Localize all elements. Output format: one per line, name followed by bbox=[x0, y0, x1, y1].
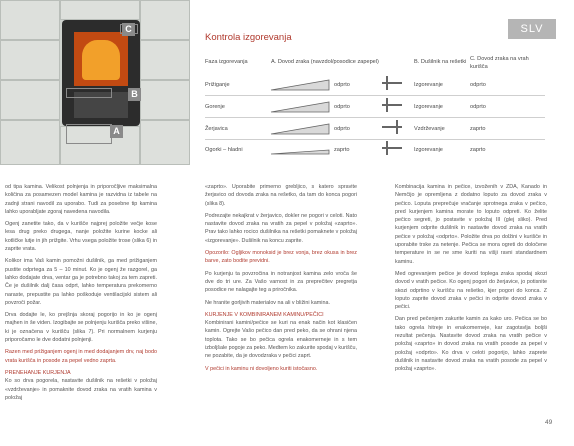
grate-damper-icon bbox=[380, 118, 404, 136]
language-badge: SLV bbox=[508, 19, 556, 39]
damper-position-icon bbox=[269, 76, 331, 92]
warning-paragraph: Razen med prižiganjem ogenj in med dodajanjem drv, naj bodo vrata kurišča in posode za pepel vedno zaprta. bbox=[5, 349, 157, 364]
paragraph: Ne hranite gorljivih materialov na ali v bližini kamina. bbox=[205, 299, 330, 306]
text-column-1 bbox=[5, 183, 157, 406]
header-phase: Faza izgorevanja bbox=[205, 59, 248, 65]
damper-position-icon bbox=[269, 98, 331, 114]
fire-flame bbox=[82, 40, 120, 80]
row3-c: zaprto bbox=[470, 126, 486, 132]
paragraph: Ogenj zanetite tako, da v kurišče najprej položite večje kose lesa drug preko drugega, nanje položite kurine kocke ali kotličke lutje in jih prižgite. Vrhu vsega položite trose (slika 6) in zaprite vrata. bbox=[5, 221, 157, 253]
stove-photo bbox=[0, 0, 190, 165]
paragraph: Kombinacija kamina in pečice, izvoženih v ZDA, Kanado in Nemčijo je opremljena z dodatno loputo za dovod zraka v pečico. Loputa preprečuje vračanje sprotnega zraka v pečico, pred kurjenjem kamina morate to loputo odpreti. Ko želite pečico segreti, jo postavite v položaj III (glej sliko). Pred kurjenjem odprite dušilnik in nastavite dovod zraka na vratih pečice v položaj «odprto». Položite drva po dolžini v kurišče in uporabite trske za netenje. Pečica se mora ogreti do določene temperature in se ne sme kuriti na višji ravni standardnem kaminu. bbox=[395, 184, 547, 265]
damper-position-icon bbox=[269, 120, 331, 136]
paragraph: Ko so drva pogorela, nastavite dušilnik na rešetki v položaj «vzdrževanje» in pomaknite dovod zraka na vratih kamina v položaj bbox=[5, 378, 157, 401]
marker-c: C bbox=[122, 23, 135, 36]
paragraph: Kombinirani kamini/pečice se kuri na enak način kot klasičen kamin. Ogrejte Vašo pečico dan pred peko, da se ohrani njena toplota. Tako se bo pečica ogrela enakomerneje in s tem izboljšale pogoje za peko. Medtem ko zakurite spodaj v kurišču, ne pozabite, da je dovodzraka v pečici zaprt. bbox=[205, 320, 357, 360]
row1-c: odprto bbox=[470, 82, 486, 88]
paragraph: Med ogrevanjem pečice je dovod toplega zraka spodaj skozi dovod v vratih pečice. Ko ogenj pogori do žerjavice, jo potisnite skozi odprtino v kurišču na rešetko, kjer pogori do konca. Z loputo zaprite dovod zraka v pečici in odprite dovod zraka v pečici. bbox=[395, 270, 547, 311]
row1-a: odprto bbox=[334, 82, 350, 88]
row-divider bbox=[205, 117, 545, 118]
section-heading: KURJENJE V KOMBINIRANEM KAMINU/PEČICI bbox=[205, 311, 324, 318]
row3-phase: Žerjavica bbox=[205, 126, 228, 132]
row1-phase: Prižiganje bbox=[205, 82, 230, 88]
damper-position-icon bbox=[269, 141, 331, 157]
header-b: B. Dušilnik na rešetki bbox=[414, 59, 467, 65]
warning-paragraph: V pečici in kaminu ni dovoljeno kuriti istočasno. bbox=[205, 365, 318, 372]
section-heading: PRENEHANJE KURJENJA bbox=[5, 369, 71, 376]
row4-a: zaprto bbox=[334, 147, 350, 153]
paragraph: od tipa kamina. Velikost polnjenja in priporočljive maksimalna količina za posamezen model kamina je razvidna iz tabele na zadnji strani navodil za uporabo. Tudi za posebne tip kamina lahko uporabljate zgoraj navedena navodila. bbox=[5, 184, 157, 215]
row4-b: Izgorevanje bbox=[414, 147, 443, 153]
row3-a: odprto bbox=[334, 126, 350, 132]
row4-c: zaprto bbox=[470, 147, 486, 153]
header-c: C. Dovod zraka na vrah kurišča bbox=[470, 56, 529, 70]
paragraph: Kolikor ima Vaš kamin pomožni dušilnik, ga med prižiganjem pustite odprtega za 5 – 10 minut. Ko je ogenj že razgorel, ga lahko dodajate drva, ventar ga je potrebno takoj za tem zapreti. Če je dušilnik dalj časa odprt, lahko temperatura prekomerno naraste, prepustite pa lahko poškoduje ventilacijski sistem ali povzroči požar. bbox=[5, 258, 157, 306]
row-divider bbox=[205, 95, 545, 96]
row2-a: odprto bbox=[334, 104, 350, 110]
grate-damper-icon bbox=[380, 96, 404, 114]
paragraph: Podrezajte nekajkrat v žerjavico, dokler ne pogori v celoti. Nato nastavite dovod zraka na vratih za pepel v položaj «zaprto». Prav tako lahko rocico dušilnika na rešetki pomaknete v položaj «izgorevanje». Dušilnik na koncu zaprite. bbox=[205, 212, 357, 244]
paragraph: «zaprto». Uporabite primerno grebljico, s katero spravite žerjavico od dovoda zraka na rešetko, da tam do konca pogori (slika 8). bbox=[205, 184, 357, 207]
paragraph: Po kurjenju ta povzročina in notranjost kamina zelo vroča še dve do tri ure. Za Vašo varnost in za preprečitev pregretja posodice ne nalagajte teg a priročnika. bbox=[205, 270, 357, 294]
warning-paragraph: Opozorilo: Ogljikov monoksid je brez vonja, brez okusa in brez barve, zato bodite previdni. bbox=[205, 250, 357, 265]
header-a: A. Dovod zraka (navzdol/posodice zapepel) bbox=[271, 59, 379, 65]
grate-damper-icon bbox=[380, 74, 404, 92]
paragraph: Drva dodajte le, ko prejšnja skoraj pogorijo in ko je ogenj majhen in še viden. Izogibajte se polnjenju kurišča preko višine, ki je označena v kurišču (slika 7). Pri normalnem kurjenju priporočamo le dve dodatni polnjenji. bbox=[5, 312, 157, 344]
row2-c: odprto bbox=[470, 104, 486, 110]
row2-b: Izgorevanje bbox=[414, 104, 443, 110]
control-title: Kontrola izgorevanja bbox=[205, 32, 292, 43]
text-column-3 bbox=[395, 183, 547, 378]
page-number: 49 bbox=[545, 419, 553, 426]
grate-damper-icon bbox=[380, 139, 404, 157]
row-divider bbox=[205, 139, 545, 140]
marker-a-box bbox=[66, 124, 112, 144]
text-column-2 bbox=[205, 183, 357, 377]
row1-b: Izgorevanje bbox=[414, 82, 443, 88]
row3-b: Vzdrževanje bbox=[414, 126, 445, 132]
paragraph: Dan pred pečenjem zakurite kamin za kako uro. Pečica se bo tako ogrela hitreje in enakomerneje, kar zagotavlja boljši rezultat pečenja. Nastavite dovod zraka na vratih pečice v položaj «zaprto» in dovod zraka na vratih posode za pepel v položaj «odprto». Ko drva v celoti pogorijo, lahko zaprete dušilnik in nastavite dovod zraka na vratih posode za pepel v položaj «zaprto». bbox=[395, 316, 547, 373]
marker-a: A bbox=[110, 125, 123, 138]
row4-phase: Ogorki – hladni bbox=[205, 147, 243, 153]
marker-b-box bbox=[66, 88, 112, 98]
marker-b: B bbox=[128, 88, 141, 101]
row2-phase: Gorenje bbox=[205, 104, 225, 110]
